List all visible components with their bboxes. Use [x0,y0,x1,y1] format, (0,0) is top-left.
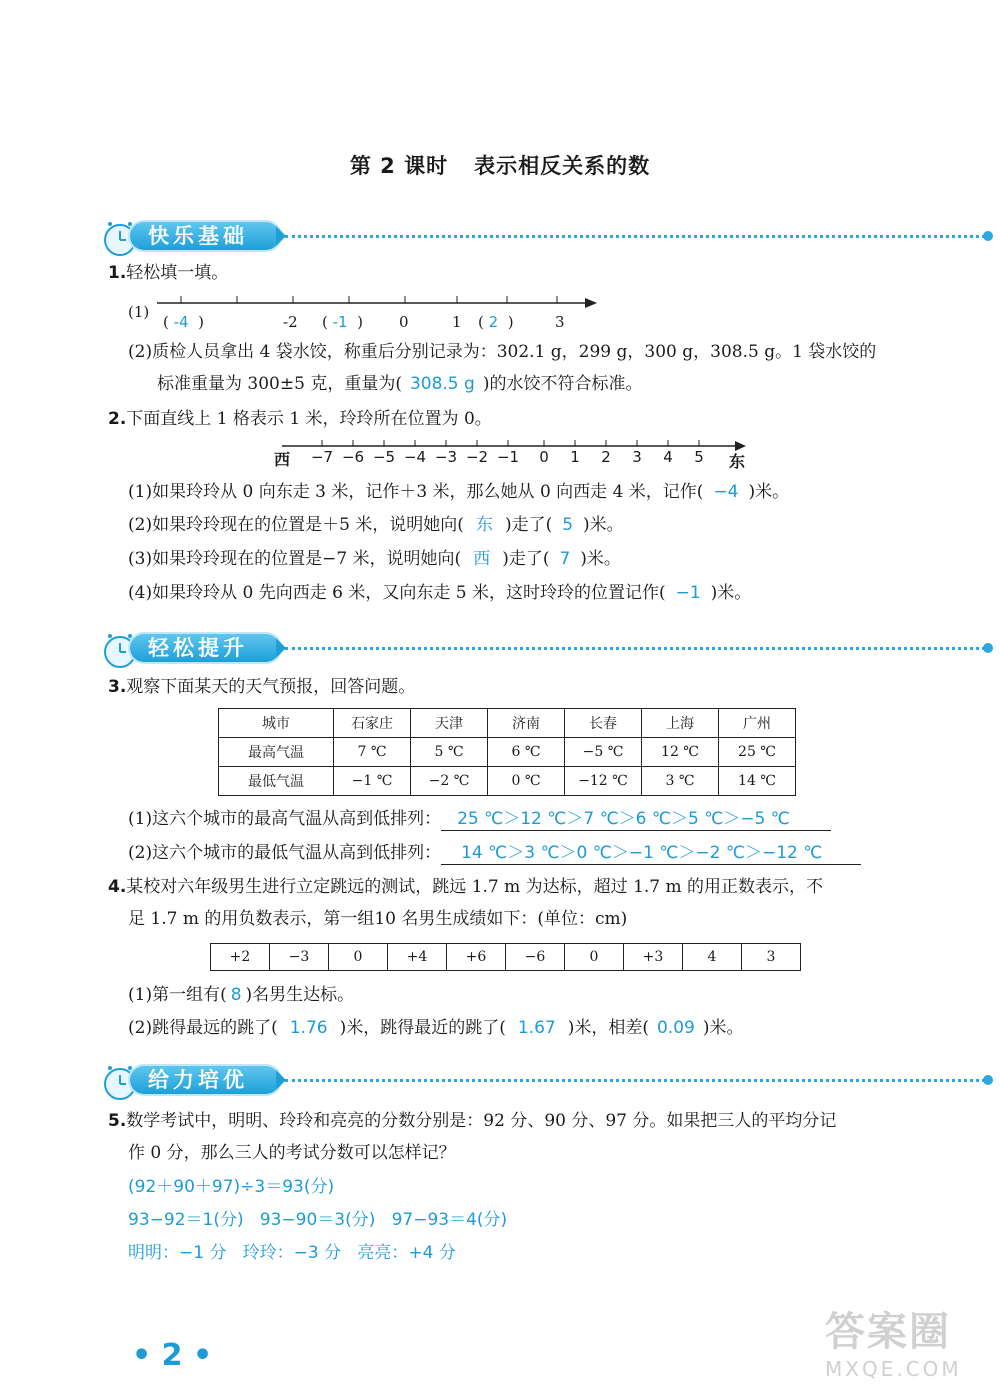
table-header-row [219,709,796,738]
section-title: 给力培优 [130,1066,280,1094]
table-cell: −3 [270,944,329,971]
table-row [219,767,796,796]
table-cell: −6 [506,944,565,971]
table-cell: 12 ℃ [642,738,719,767]
east-label: 东 [729,452,746,471]
q5-answer-line2[interactable]: 93−92＝1(分) 93−90＝3(分) 97−93＝4(分) [128,1210,508,1230]
tick-label: 4 [663,448,673,466]
q2-part1-answer[interactable]: −4 [713,482,739,502]
tick-label: −5 [372,448,396,466]
q1-number-line [155,294,600,314]
q2-part1: (1)如果玲玲从 0 向东走 3 米，记作＋3 米，那么她从 0 向西走 4 米，记作( −4 )米。 [128,482,790,502]
watermark: 答案圈 MXQE.COM [825,1309,962,1381]
tick-label: 2 [601,448,611,466]
q1-label-0: 0 [399,313,409,331]
q5-answer-line3[interactable]: 明明：−1 分 玲玲：−3 分 亮亮：+4 分 [128,1243,456,1263]
table-cell: 最高气温 [219,738,334,767]
table-cell: 城市 [219,709,334,738]
question-5-line1: 5.数学考试中，明明、玲玲和亮亮的分数分别是：92 分、90 分、97 分。如果把三人的平均分记 [108,1111,837,1131]
tick-label: 0 [539,448,549,466]
q4-part1-answer[interactable]: 8 [230,985,242,1005]
question-4-line1: 4.某校对六年级男生进行立定跳远的测试，跳远 1.7 m 为达标，超过 1.7 m 的用正数表示，不 [108,877,824,897]
table-cell: −5 ℃ [565,738,642,767]
table-row [211,944,801,971]
table-cell: 0 ℃ [488,767,565,796]
q1-blank-2[interactable]: ( -1 ) [322,313,363,331]
table-cell: −12 ℃ [565,767,642,796]
weather-table [218,708,796,796]
q3-part2-answer[interactable]: 14 ℃＞3 ℃＞0 ℃＞−1 ℃＞−2 ℃＞−12 ℃ [461,843,823,863]
q4-part2: (2)跳得最远的跳了( 1.76 )米，跳得最近的跳了( 1.67 )米，相差( 0.09 )米。 [128,1018,744,1038]
table-cell: 0 [329,944,388,971]
q4-part2-answer-max[interactable]: 1.76 [289,1018,328,1038]
q3-part1-answer[interactable]: 25 ℃＞12 ℃＞7 ℃＞6 ℃＞5 ℃＞−5 ℃ [457,809,790,829]
q1-blank-3[interactable]: ( 2 ) [478,313,514,331]
tick-label: 1 [570,448,580,466]
question-3-prompt: 3.观察下面某天的天气预报，回答问题。 [108,677,416,697]
q3-part1: (1)这六个城市的最高气温从高到低排列： 25 ℃＞12 ℃＞7 ℃＞6 ℃＞5 ℃＞−5 ℃ [128,808,831,831]
table-cell: 广州 [719,709,796,738]
table-cell: +3 [624,944,683,971]
table-cell: 3 ℃ [642,767,719,796]
table-cell: 天津 [411,709,488,738]
q1-label-neg2: -2 [283,313,298,331]
table-cell: +4 [388,944,447,971]
table-cell: −1 ℃ [334,767,411,796]
q1-label-1: 1 [452,313,462,331]
table-cell: 最低气温 [219,767,334,796]
table-cell: +6 [447,944,506,971]
q2-part2: (2)如果玲玲现在的位置是＋5 米，说明她向( 东 )走了( 5 )米。 [128,515,624,535]
q2-part3: (3)如果玲玲现在的位置是−7 米，说明她向( 西 )走了( 7 )米。 [128,549,621,569]
table-cell: −2 ℃ [411,767,488,796]
scores-table [210,943,801,971]
lesson-topic: 表示相反关系的数 [474,154,651,178]
west-label: 西 [274,450,291,469]
q4-part2-answer-diff[interactable]: 0.09 [656,1018,695,1038]
q1-part2-line2: 标准重量为 300±5 克，重量为( 308.5 g )的水饺不符合标准。 [157,374,643,394]
table-cell: 3 [742,944,801,971]
q5-answer-line1[interactable]: (92＋90＋97)÷3＝93(分) [128,1177,335,1197]
tick-label: −2 [465,448,489,466]
page-title [0,150,1000,180]
q1-part2-line1: (2)质检人员拿出 4 袋水饺，称重后分别记录为：302.1 g，299 g，300 g，308.5 g。1 袋水饺的 [128,342,877,362]
tick-label: −6 [341,448,365,466]
table-cell: 6 ℃ [488,738,565,767]
table-cell: 长春 [565,709,642,738]
table-cell: 14 ℃ [719,767,796,796]
q4-part2-answer-min[interactable]: 1.67 [517,1018,556,1038]
tick-label: −1 [496,448,520,466]
table-cell: 25 ℃ [719,738,796,767]
question-1-prompt: 1.轻松填一填。 [108,263,229,283]
q2-part4: (4)如果玲玲从 0 先向西走 6 米，又向东走 5 米，这时玲玲的位置记作( −1 )米。 [128,583,752,603]
q2-part2-answer-dir[interactable]: 东 [475,515,493,535]
q1-part2-answer[interactable]: 308.5 g [409,374,475,394]
page-number: • 2 • [132,1338,213,1373]
table-cell: 石家庄 [334,709,411,738]
tick-label: −3 [434,448,458,466]
tick-label: −4 [403,448,427,466]
section-title: 轻松提升 [130,634,280,662]
question-5-line2: 作 0 分，那么三人的考试分数可以怎样记？ [128,1143,456,1163]
tick-label: 5 [694,448,704,466]
table-row [219,738,796,767]
q2-part3-answer-dir[interactable]: 西 [473,549,491,569]
q2-part3-answer-dist[interactable]: 7 [559,549,571,569]
table-cell: 0 [565,944,624,971]
question-2-prompt: 2.下面直线上 1 格表示 1 米，玲玲所在位置为 0。 [108,409,492,429]
q1-part1-label: (1) [128,303,150,321]
question-4-line2: 足 1.7 m 的用负数表示，第一组10 名男生成绩如下：(单位：cm) [128,909,628,929]
table-cell: 7 ℃ [334,738,411,767]
section-badge-improve [100,630,1000,666]
table-cell: 上海 [642,709,719,738]
table-cell: 济南 [488,709,565,738]
q3-part2: (2)这六个城市的最低气温从高到低排列： 14 ℃＞3 ℃＞0 ℃＞−1 ℃＞−2 ℃＞−12 ℃ [128,842,861,865]
table-cell: +2 [211,944,270,971]
table-cell: 4 [683,944,742,971]
q2-part4-answer[interactable]: −1 [675,583,701,603]
tick-label: 3 [632,448,642,466]
section-badge-advanced [100,1062,1000,1098]
q2-part2-answer-dist[interactable]: 5 [562,515,574,535]
section-title: 快乐基础 [130,222,280,250]
q1-blank-1[interactable]: ( -4 ) [163,313,204,331]
section-badge-basic [100,218,1000,254]
tick-label: −7 [310,448,334,466]
q4-part1: (1)第一组有( 8 )名男生达标。 [128,985,355,1005]
table-cell: 5 ℃ [411,738,488,767]
q1-label-3: 3 [555,313,565,331]
lesson-label: 第 2 课时 [349,154,449,178]
